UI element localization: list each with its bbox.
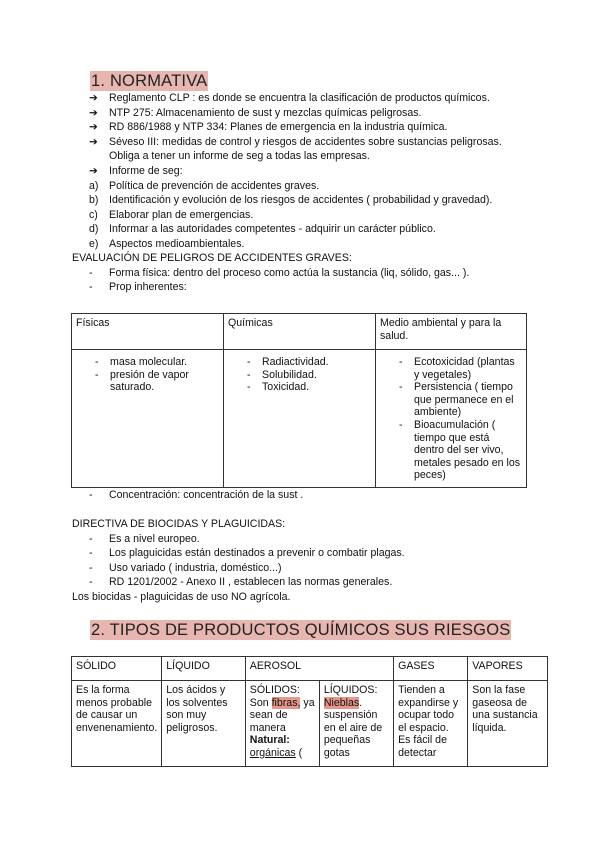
arrow-icon: ➔ <box>89 136 98 148</box>
dash-icon: - <box>89 267 93 279</box>
table-header: SÓLIDO <box>72 657 162 681</box>
table-header: Físicas <box>72 314 224 350</box>
list-item: - RD 1201/2002 - Anexo II , establecen las normas generales. <box>89 576 393 588</box>
table-cell: - masa molecular. - presión de vapor saturado. <box>72 350 224 488</box>
list-item: a) Política de prevención de accidentes graves. <box>89 180 320 192</box>
list-item: ➔ Informe de seg: <box>89 165 183 177</box>
dash-icon: - <box>89 547 93 559</box>
table-header: GASES <box>394 657 468 681</box>
dash-icon: - <box>89 533 93 545</box>
table-header: Medio ambiental y para la salud. <box>376 314 527 350</box>
evaluation-heading: EVALUACIÓN DE PELIGROS DE ACCIDENTES GRAVES: <box>72 252 352 264</box>
arrow-icon: ➔ <box>89 121 98 133</box>
list-item: ➔ RD 886/1988 y NTP 334: Planes de emergencia en la industria química. <box>89 121 448 133</box>
list-item: e) Aspectos medioambientales. <box>89 238 245 250</box>
list-item: - Los plaguicidas están destinados a prevenir o combatir plagas. <box>89 547 405 559</box>
list-item: d) Informar a las autoridades competentes - adquirir un carácter público. <box>89 223 436 235</box>
table-cell: Son la fase gaseosa de una sustancia líquida. <box>468 681 548 767</box>
highlighted-word: fibras, <box>271 696 301 709</box>
list-item: - Es a nivel europeo. <box>89 533 200 545</box>
table-cell: - Ecotoxicidad (plantas y vegetales) - Persistencia ( tiempo que permanece en el ambiente) - Bioacumulación ( tiempo que está dentro del ser vivo, metales pesado en los peces) <box>376 350 527 488</box>
table-cell-aerosol-liquidos: LÍQUIDOS: Nieblas. suspensión en el aire de pequeñas gotas <box>319 681 393 767</box>
table-header: LÍQUIDO <box>162 657 246 681</box>
dash-icon: - <box>89 489 93 501</box>
list-item: ➔ Séveso III: medidas de control y riesgos de accidentes sobre sustancias peligrosas. <box>89 136 502 148</box>
table-cell-aerosol-solidos: SÓLIDOS: Son fibras, ya sean de manera Natural: orgánicas ( <box>245 681 319 767</box>
table-cell: - Radiactividad. - Solubilidad. - Toxicidad. <box>224 350 376 488</box>
table-header: AEROSOL <box>245 657 393 681</box>
arrow-icon: ➔ <box>89 107 98 119</box>
list-item-continuation: Obliga a tener un informe de seg a todas las empresas. <box>109 150 370 162</box>
section-1-heading: 1. NORMATIVA <box>91 72 208 90</box>
dash-icon: - <box>89 562 93 574</box>
chemical-types-table <box>71 656 548 767</box>
section-2-heading: 2. TIPOS DE PRODUCTOS QUÍMICOS SUS RIESGOS <box>91 621 511 639</box>
list-item: b) Identificación y evolución de los riesgos de accidentes ( probabilidad y gravedad). <box>89 194 493 206</box>
list-item: - Forma física: dentro del proceso como actúa la sustancia (liq, sólido, gas... ). <box>89 267 470 279</box>
list-item: - Prop inherentes: <box>89 281 187 293</box>
list-item: ➔ NTP 275: Almacenamiento de sust y mezclas químicas peligrosas. <box>89 107 422 119</box>
dash-icon: - <box>89 281 93 293</box>
list-item: - Uso variado ( industria, doméstico...) <box>89 562 282 574</box>
directive-footer: Los biocidas - plaguicidas de uso NO agrícola. <box>72 591 291 603</box>
directive-heading: DIRECTIVA DE BIOCIDAS Y PLAGUICIDAS: <box>72 518 286 530</box>
list-item: - Concentración: concentración de la sust . <box>89 489 304 501</box>
table-cell: Tienden a expandirse y ocupar todo el espacio. Es fácil de detectar <box>394 681 468 767</box>
table-header: Químicas <box>224 314 376 350</box>
table-cell: Los ácidos y los solventes son muy peligrosos. <box>162 681 246 767</box>
properties-table <box>71 313 527 488</box>
dash-icon: - <box>89 576 93 588</box>
arrow-icon: ➔ <box>89 165 98 177</box>
arrow-icon: ➔ <box>89 92 98 104</box>
table-header: VAPORES <box>468 657 548 681</box>
highlighted-word: Nieblas <box>323 696 360 709</box>
list-item: c) Elaborar plan de emergencias. <box>89 209 254 221</box>
list-item: ➔ Reglamento CLP : es donde se encuentra la clasificación de productos químicos. <box>89 92 490 104</box>
table-cell: Es la forma menos probable de causar un envenenamiento. <box>72 681 162 767</box>
